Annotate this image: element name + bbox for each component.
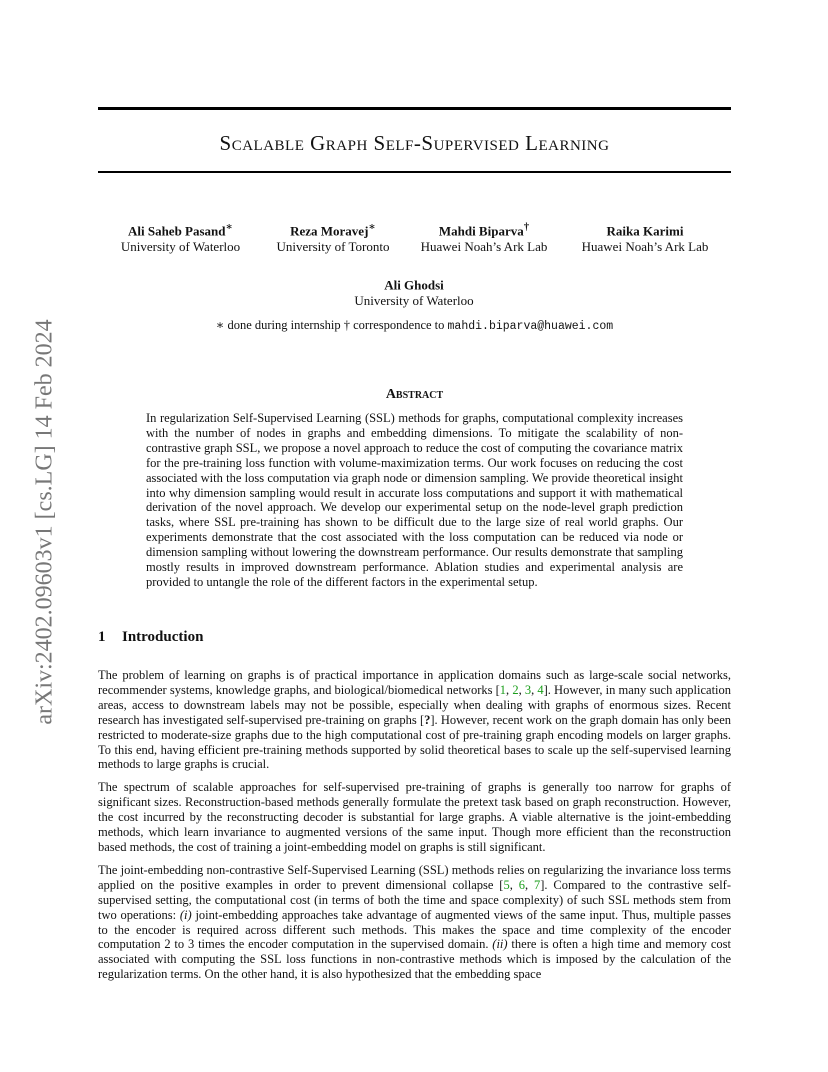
- text-run: there is often a high time and memory cost associated with computing the SSL loss functions in non-contrastive methods which is imposed by the calculation of the regularization terms. On the other hand, it is also hypothesized that the embedding space: [98, 937, 731, 982]
- enum-marker: (i): [179, 907, 192, 922]
- author-name: Ali Ghodsi: [384, 277, 444, 293]
- author-name: Mahdi Biparva: [438, 223, 524, 239]
- abstract-heading: Abstract: [385, 387, 444, 402]
- author-affiliation: University of Waterloo: [354, 293, 474, 309]
- author-name: Reza Moravej: [290, 223, 369, 239]
- citation[interactable]: 5: [503, 877, 510, 892]
- missing-citation: ?: [424, 712, 431, 727]
- citation[interactable]: 2: [512, 682, 519, 697]
- section-number: 1: [98, 629, 106, 645]
- author-affiliation: Huawei Noah’s Ark Lab: [581, 239, 709, 255]
- author-mark: †: [523, 221, 530, 233]
- citation[interactable]: 3: [524, 682, 532, 697]
- text-run: ]. However, recent work on the graph domain has only been restricted to moderate-size graphs due to the high computational cost of pre-training graph encoding models on larger graphs. To this end, having efficient pre-training methods supported by solid theoretical bases to scale up the self-supervised learning methods to large graphs is crucial.: [98, 712, 732, 772]
- section-body: [98, 668, 731, 990]
- text-run: ]. Compared to the contrastive self-supervised setting, the computational cost (in terms of both the time and space complexity) of such SSL methods stem from two operations:: [98, 877, 732, 922]
- text-run: ]. However, in many such application areas, access to downstream labels may not be possible, especially when dealing with graphs of enormous sizes. Recent research has investigated self-supervised pre-training on graphs [: [98, 682, 732, 727]
- author-footnote: [98, 317, 731, 333]
- section-title: Introduction: [122, 629, 204, 645]
- paper-title: Scalable Graph Self-Supervised Learning: [219, 131, 610, 155]
- paragraph-2: The spectrum of scalable approaches for self-supervised pre-training of graphs is generally too narrow for graphs of significant sizes. Reconstruction-based methods generally formulate the pretext task based on graph reconstruction. However, the cost incurred by the reconstructing decoder is substantial for large graphs. A viable alternative is the joint-embedding methods, which learn invariance to augmented versions of the same input. Though more efficient than the reconstruction based methods, the cost of training a joint-embedding model on graphs is still significant.: [98, 780, 731, 854]
- section-heading: [98, 629, 203, 646]
- text-run: joint-embedding approaches take advantage of augmented views of the same input. Thus, multiple passes to the encoder is required across different such methods. This makes the space and time complexity of the encoder computation 2 to 3 times the encoder computation in the supervised domain.: [98, 907, 732, 952]
- enum-marker: (ii): [492, 937, 508, 952]
- author-name: Ali Saheb Pasand: [127, 223, 226, 239]
- abstract-text: In regularization Self-Supervised Learning (SSL) methods for graphs, computational complexity increases with the number of nodes in graphs and embedding dimensions. To mitigate the scalability of non-contrastive graph SSL, we propose a novel approach to reduce the cost of computing the covariance matrix for the pre-training loss function with volume-maximization terms. Our work focuses on reducing the cost associated with the loss computation via graph node or dimension sampling. We provide theoretical insight into why dimension sampling would result in accurate loss computations and support it with mathematical derivation of the novel approach. We develop our experimental setup on the node-level graph prediction tasks, where SSL pre-training has shown to be difficult due to the large size of real world graphs. Our experiments demonstrate that the cost associated with the loss computation can be reduced via node or dimension sampling without lowering the downstream performance. Our results demonstrate that sampling mostly results in improved downstream performance. Ablation studies and experimental analysis are provided to untangle the role of the different factors in the experimental setup.: [146, 411, 683, 589]
- author-2: [268, 219, 398, 255]
- title-rule-bottom: [98, 171, 731, 173]
- author-5: [344, 273, 484, 309]
- author-affiliation: University of Toronto: [276, 239, 390, 255]
- text-run: The joint-embedding non-contrastive Self-Supervised Learning (SSL) methods relies on regularizing the invariance loss terms applied on the positive examples in order to prevent dimensional collapse [: [98, 862, 731, 892]
- author-1: [118, 219, 243, 255]
- author-affiliation: Huawei Noah’s Ark Lab: [420, 239, 548, 255]
- footnote-text: ∗ done during internship † correspondence to: [215, 318, 448, 332]
- author-mark: ∗: [368, 221, 376, 233]
- paragraph-1: The problem of learning on graphs is of practical importance in application domains such as large-scale social networks, recommender systems, knowledge graphs, and biological/biomedical networks [1, 2, 3, 4]. However, in many such application areas, access to downstream labels may not be possible, especially when dealing with graphs of enormous sizes. Recent research has investigated self-supervised pre-training on graphs [?]. However, recent work on the graph domain has only been restricted to moderate-size graphs due to the high computational cost of pre-training graph encoding models on larger graphs. To this end, having efficient pre-training methods supported by solid theoretical bases to scale up the self-supervised learning methods to large graphs is crucial.: [98, 668, 732, 772]
- author-name: Raika Karimi: [606, 223, 684, 239]
- citation[interactable]: 4: [537, 682, 544, 697]
- title-rule-top: [98, 107, 731, 110]
- text-run: The problem of learning on graphs is of practical importance in application domains such as large-scale social networks, recommender systems, knowledge graphs, and biological/biomedical networks [: [98, 668, 731, 697]
- citation[interactable]: 1: [499, 682, 507, 697]
- arxiv-identifier: arXiv:2402.09603v1 [cs.LG] 14 Feb 2024: [31, 319, 58, 725]
- author-mark: ∗: [225, 221, 234, 233]
- citation[interactable]: 7: [533, 877, 541, 892]
- author-4: [575, 219, 715, 255]
- paragraph-3: The joint-embedding non-contrastive Self-Supervised Learning (SSL) methods relies on regularizing the invariance loss terms applied on the positive examples in order to prevent dimensional collapse [5, 6, 7]. Compared to the contrastive self-supervised setting, the computational cost (in terms of both the time and space complexity) of such SSL methods stem from two operations: (i) joint-embedding approaches take advantage of augmented views of the same input. Thus, multiple passes to the encoder is required across different such methods. This makes the space and time complexity of the encoder computation 2 to 3 times the encoder computation in the supervised domain. (ii) there is often a high time and memory cost associated with computing the SSL loss functions in non-contrastive methods which is imposed by the calculation of the regularization terms. On the other hand, it is also hypothesized that the embedding space: [98, 862, 732, 982]
- author-3: [414, 219, 554, 255]
- author-affiliation: University of Waterloo: [120, 239, 241, 255]
- citation[interactable]: 6: [518, 877, 525, 892]
- correspondence-email: mahdi.biparva@huawei.com: [447, 320, 614, 333]
